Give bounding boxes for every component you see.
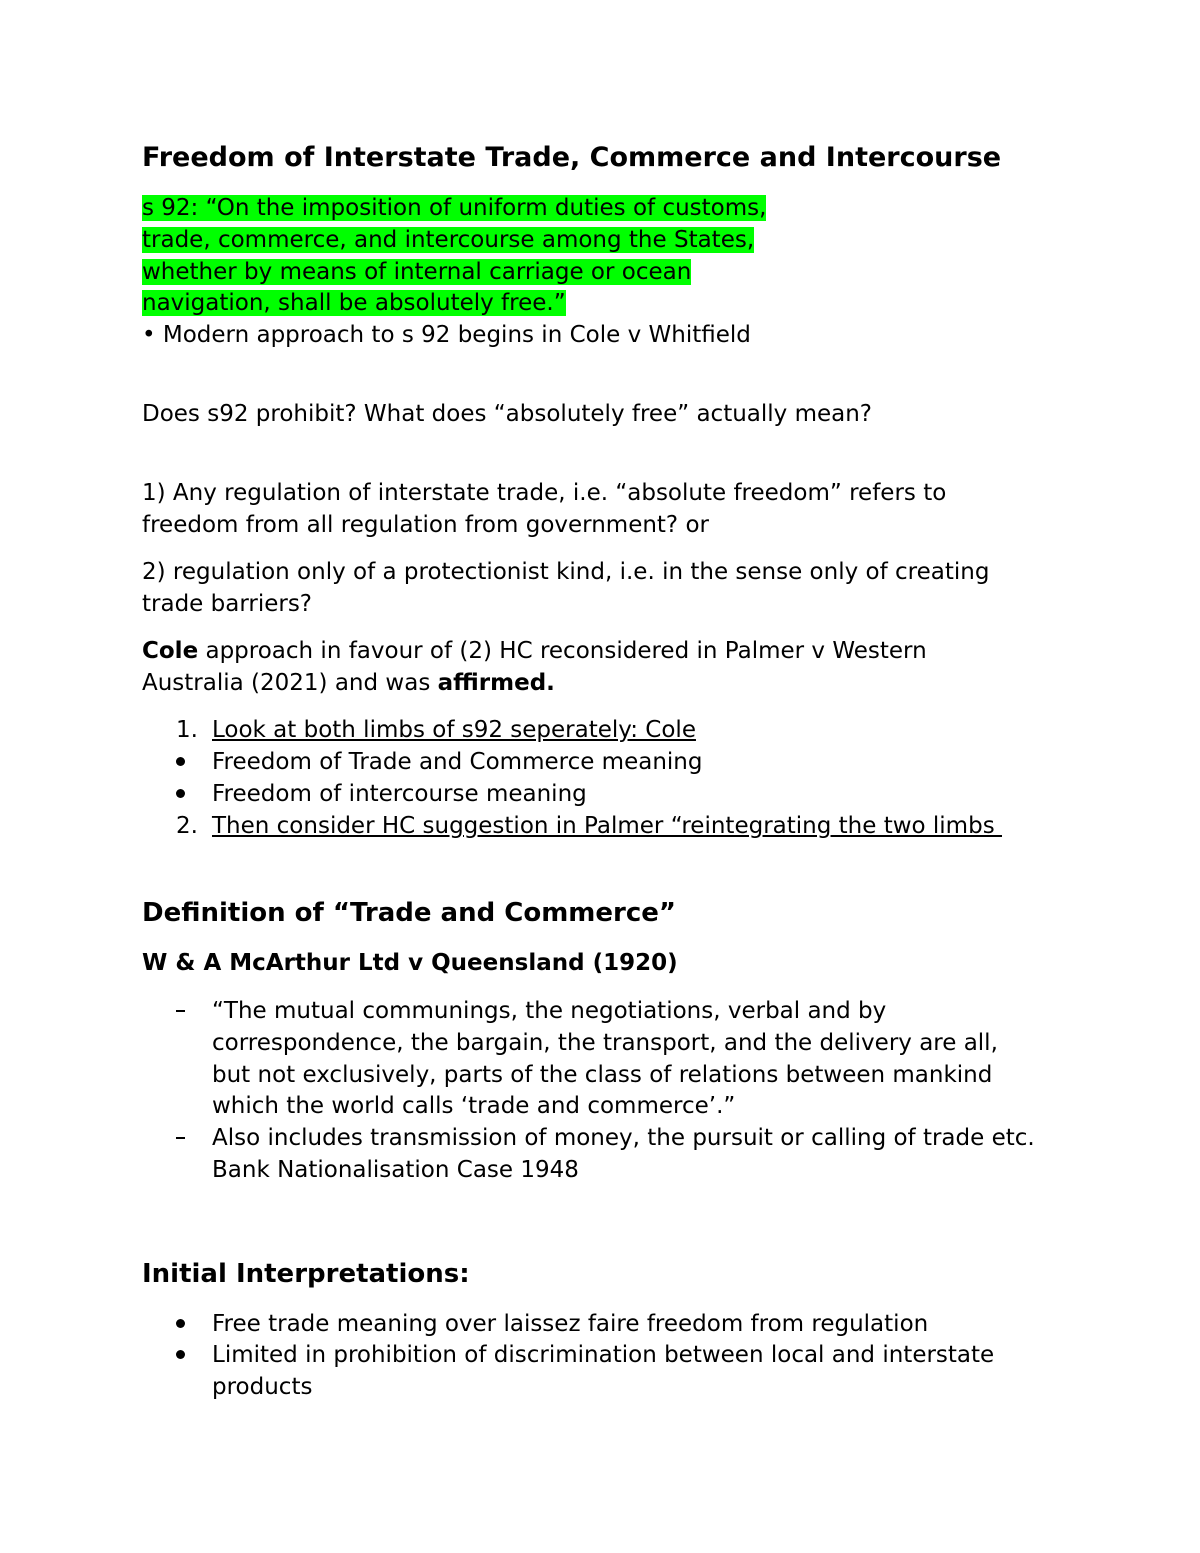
list-item-text: but not exclusively, parts of the class of relations between mankind <box>212 1062 993 1088</box>
bullet-icon <box>176 746 206 778</box>
bullet-icon <box>176 1339 206 1371</box>
list-item-text: Then consider HC suggestion in Palmer “reintegrating the two limbs <box>212 813 1002 839</box>
option-line: freedom from all regulation from government? or <box>142 512 709 538</box>
quote-line: s 92: “On the imposition of uniform duties of customs, <box>142 195 767 221</box>
list-item-text: “The mutual communings, the negotiations, verbal and by <box>212 998 887 1024</box>
modern-approach-note: • Modern approach to s 92 begins in Cole v Whitfield <box>142 322 751 348</box>
list-item-text: products <box>212 1374 313 1400</box>
list-item-text: Look at both limbs of s92 seperately: Cole <box>212 717 696 743</box>
question-paragraph: Does s92 prohibit? What does “absolutely free” actually mean? <box>142 401 873 427</box>
option-line: trade barriers? <box>142 591 313 617</box>
list-item-text: Freedom of intercourse meaning <box>212 781 587 807</box>
dash-icon <box>176 1122 206 1154</box>
option-line: 1) Any regulation of interstate trade, i.e. “absolute freedom” refers to <box>142 480 947 506</box>
cole-text: approach in favour of (2) HC reconsidered in Palmer v Western <box>198 638 927 664</box>
cole-bold: Cole <box>142 638 199 664</box>
affirmed-bold: affirmed. <box>437 670 555 696</box>
list-item-text: Free trade meaning over laissez faire freedom from regulation <box>212 1311 929 1337</box>
bullet-icon <box>176 1308 206 1340</box>
list-item-text: Bank Nationalisation Case 1948 <box>212 1157 579 1183</box>
list-item-text: which the world calls ‘trade and commerce’.” <box>212 1093 736 1119</box>
list-item-text: Also includes transmission of money, the pursuit or calling of trade etc. <box>212 1125 1035 1151</box>
cole-text: Australia (2021) and was <box>142 670 438 696</box>
list-item-text: correspondence, the bargain, the transport, and the delivery are all, <box>212 1030 998 1056</box>
option-line: 2) regulation only of a protectionist kind, i.e. in the sense only of creating <box>142 559 990 585</box>
interpretations-heading: Initial Interpretations: <box>142 1259 470 1289</box>
case-heading: W & A McArthur Ltd v Queensland (1920) <box>142 950 678 976</box>
quote-line: trade, commerce, and intercourse among the States, <box>142 227 755 253</box>
bullet-icon <box>176 778 206 810</box>
list-item-text: Freedom of Trade and Commerce meaning <box>212 749 703 775</box>
list-item-text: Limited in prohibition of discrimination between local and interstate <box>212 1342 995 1368</box>
quote-line: navigation, shall be absolutely free.” <box>142 290 566 316</box>
page-title: Freedom of Interstate Trade, Commerce and Intercourse <box>142 142 1002 173</box>
definition-heading: Definition of “Trade and Commerce” <box>142 898 676 928</box>
list-number: 2. <box>176 813 198 839</box>
list-number: 1. <box>176 717 198 743</box>
dash-icon <box>176 995 206 1027</box>
quote-line: whether by means of internal carriage or ocean <box>142 259 692 285</box>
